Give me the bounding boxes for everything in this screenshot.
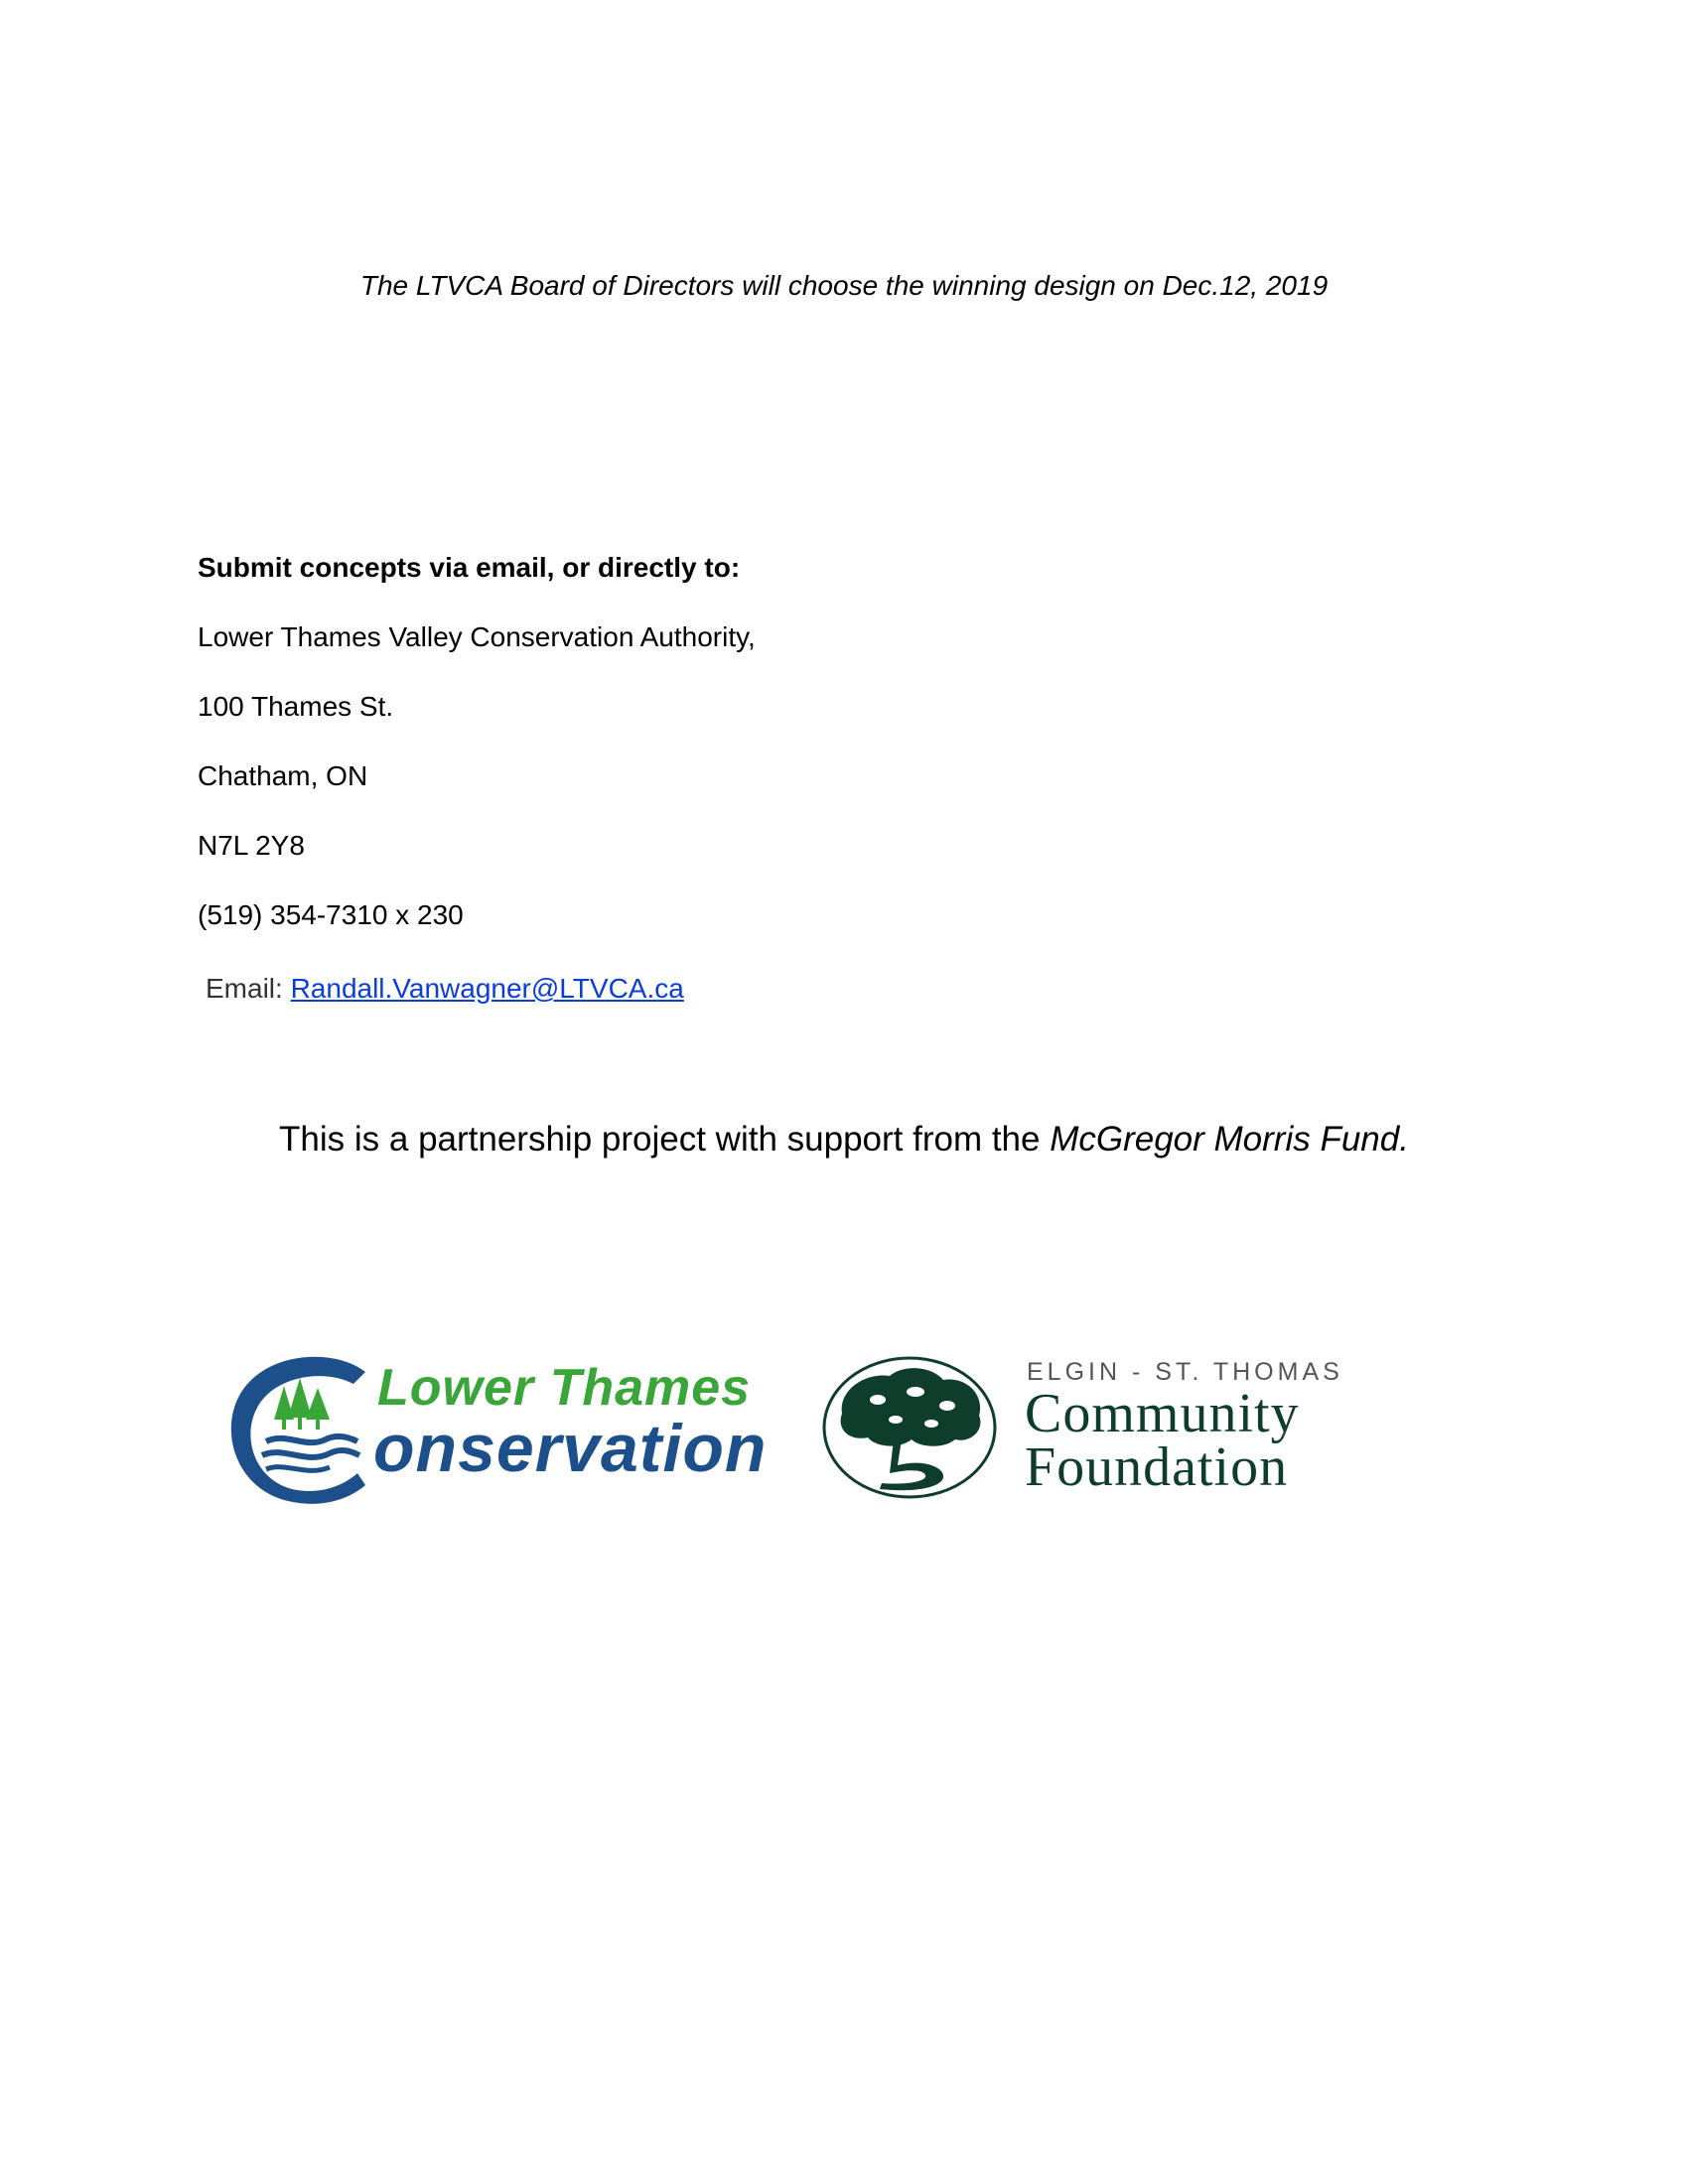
street-address: 100 Thames St. [198,691,394,722]
email-link[interactable]: Randall.Vanwagner@LTVCA.ca [290,973,684,1004]
ltc-emblem-icon [226,1350,375,1509]
postal-code: N7L 2Y8 [198,830,305,861]
phone-number: (519) 354-7310 x 230 [198,899,464,930]
elgin-st-thomas-community-foundation-logo [820,1352,1376,1511]
fund-name: McGregor Morris Fund. [1050,1120,1409,1159]
email-label: Email: [206,973,283,1004]
submit-heading: Submit concepts via email, or directly to: [198,552,741,583]
estcf-logo-line2: Community [1025,1383,1300,1444]
partnership-text: This is a partnership project with support from the [279,1120,1051,1159]
ltc-logo-line1: Lower Thames [377,1359,752,1417]
city-province: Chatham, ON [198,760,368,791]
partnership-statement [0,1115,1688,1164]
tree-emblem-icon [820,1354,999,1503]
ltc-logo-line2: onservation [373,1411,768,1486]
email-line [206,969,684,1009]
lower-thames-conservation-logo [226,1350,792,1509]
estcf-logo-line3: Foundation [1025,1436,1289,1498]
decision-note: The LTVCA Board of Directors will choose the winning design on Dec.12, 2019 [359,270,1329,301]
estcf-logo-line1: ELGIN - ST. THOMAS [1027,1358,1343,1386]
organization-name: Lower Thames Valley Conservation Authority, [198,621,756,652]
